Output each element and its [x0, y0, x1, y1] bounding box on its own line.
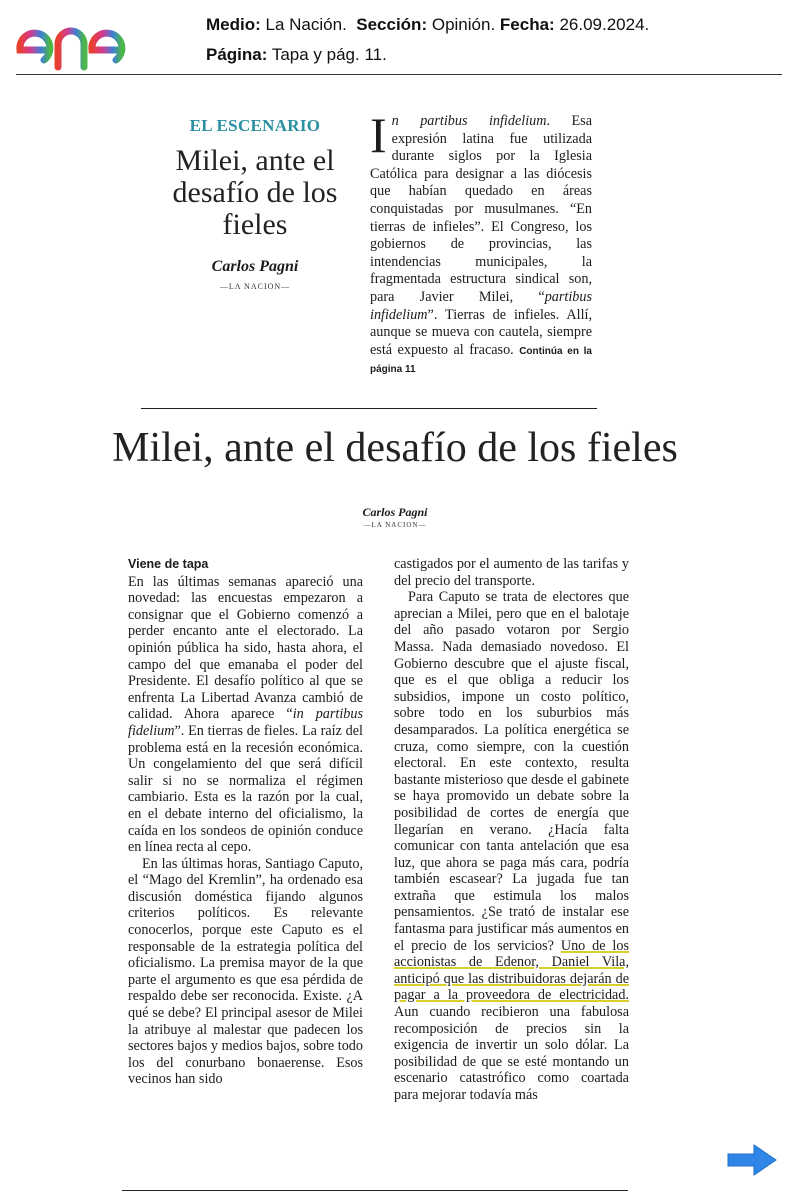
- lead-italic-2: partibus infidelium: [370, 288, 592, 323]
- clipping-meta: [206, 10, 649, 70]
- fecha-value: 26.09.2024.: [559, 15, 650, 34]
- p1-text-b: ”. En tierras de fieles. La raíz del problema está en la recesión económica. Un congelamiento del que será difícil salir si no se normaliza el régimen cambiario. Esta es la razón por la cual, en el debate interno del oficialismo, la caída en los sondeos de opinión conduce en línea recta al cepo.: [128, 722, 363, 856]
- seccion-label: Sección:: [356, 15, 428, 34]
- footer-divider: [122, 1190, 628, 1191]
- lead-italic: n partibus infidelium: [391, 113, 547, 129]
- article-column-1: [128, 556, 363, 1088]
- medio-value: La Nación.: [265, 15, 347, 34]
- paragraph: [394, 589, 629, 1103]
- article-column-2: [394, 556, 629, 1104]
- medio-label: Medio:: [206, 15, 261, 34]
- article-headline: Milei, ante el desafío de los fieles: [112, 425, 678, 471]
- article-outlet: —LA NACION—: [363, 521, 427, 529]
- p3-text-end: Aun cuando recibieron una fabulosa recomposición de precios sin la exigencia de invertir un solo dólar. La posibilidad de que se esté montando un escenario catastrófico como coartada para mejorar todavía más: [394, 1004, 629, 1103]
- front-byline: Carlos Pagni: [211, 258, 299, 275]
- section-divider: [141, 408, 597, 409]
- p3-text: Para Caputo se trata de electores que aprecian a Milei, pero que en el balotaje del año pasado votaron por Sergio Massa. Nada demasiado novedoso. El Gobierno descubre que el ajuste fiscal, que es el que obliga a reducir los subsidios, impone un costo político, sobre todo en los suburbios más desamparados. La política energética se cruza, como siempre, con la cuestión electoral. En este contexto, resulta bastante misterioso que desde el gabinete se haya promovido un debate sobre la posibilidad de cortes de energía que llegarían en verano. ¿Hacía falta comunicar con tanta antelación que esa luz, que ahora se paga más cara, podría también escasear? La jugada fue tan extraña que estimula los malos pensamientos. ¿Se trató de instalar ese fantasma para justificar más aumentos en el precio de los servicios?: [394, 589, 629, 954]
- enel-logo: [14, 12, 179, 74]
- pagina-value: Tapa y pág. 11.: [271, 45, 387, 64]
- p1-italic: in partibus fidelium: [128, 706, 363, 739]
- arrow-right-icon[interactable]: [726, 1143, 778, 1177]
- drop-cap: I: [370, 107, 387, 163]
- highlighted-sentence: Uno de los accionistas de Edenor, Daniel Vila, anticipó que las distribuidoras dejarán de pagar a la proveedora de electricidad.: [394, 937, 629, 1004]
- article-byline: Carlos Pagni: [362, 505, 428, 519]
- continued-note: Continúa en la página 11: [370, 345, 592, 376]
- pagina-label: Página:: [206, 45, 268, 64]
- paragraph: castigados por el aumento de las tarifas y del precio del transporte.: [394, 556, 629, 589]
- subhead: Viene de tapa: [128, 557, 209, 571]
- p1-text-a: En las últimas semanas apareció una novedad: las encuestas empezaron a consignar que el Gobierno comenzó a perder encanto ante el electorado. La opinión pública ha sido, hasta ahora, el campo del que emanaba el poder del Presidente. El desafío político al que se enfrenta La Libertad Avanza cambió de calidad. Ahora aparece “: [128, 573, 363, 723]
- lead-text-2: ”. Tierras de infieles. Allí, aunque se mueva con cautela, siempre está expuesto al fracaso.: [370, 306, 592, 358]
- section-kicker: EL ESCENARIO: [189, 116, 321, 135]
- header-divider: [16, 74, 782, 75]
- front-outlet: —LA NACION—: [219, 282, 291, 291]
- lead-text-1: . Esa expresión latina fue utilizada durante siglos por la Iglesia Católica para designar a las diócesis que habían quedado en áreas conquistadas por musulmanes. “En tierras de infieles”. El Congreso, los gobiernos de provincias, las intendencias municipales, la fragmentada estructura sindical son, para Javier Milei, “: [370, 113, 592, 305]
- fecha-label: Fecha:: [499, 15, 555, 34]
- seccion-value: Opinión.: [431, 15, 496, 34]
- front-headline: Milei, ante el desafío de los fieles: [172, 144, 338, 241]
- paragraph: [128, 574, 363, 856]
- paragraph: En las últimas horas, Santiago Caputo, el “Mago del Kremlin”, ha ordenado esa discusión doméstica fijando algunos criterios políticos. Es relevante conocerlos, porque este Caputo es el responsable de la estrategia política del oficialismo. La premisa mayor de la que parte el argumento es que esa pérdida de respaldo debe ser reconocida. Existe. ¿A qué se debe? El principal asesor de Milei la atribuye al malestar que padecen los sectores bajos y medios bajos, sobre todo los del conurbano bonaerense. Esos vecinos han sido: [128, 855, 363, 1088]
- front-lead-paragraph: [370, 107, 592, 379]
